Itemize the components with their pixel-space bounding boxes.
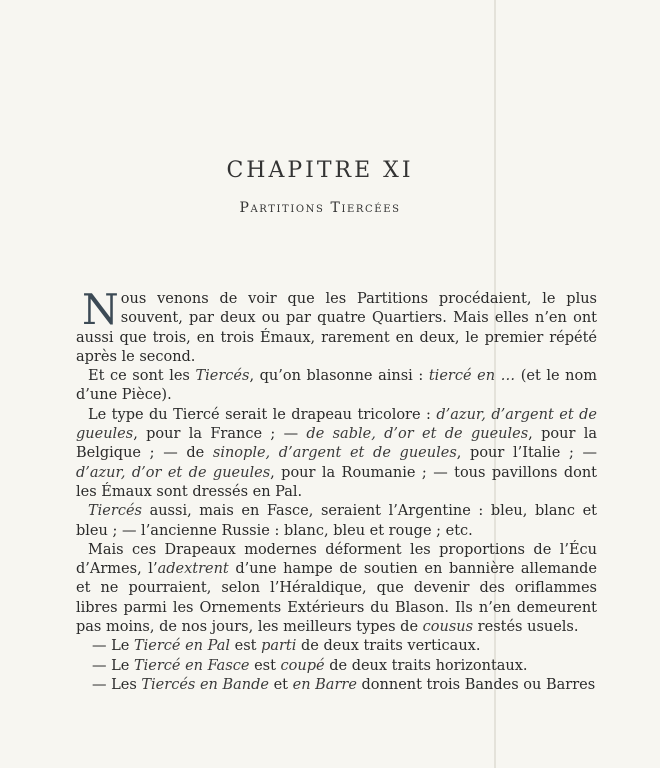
paragraph-fasce xyxy=(76,502,597,541)
text-run: , pour la France ; — xyxy=(133,426,307,443)
text-run: , pour la Roumanie ; — tous pavillons dont les Émaux sont dressés en Pal. xyxy=(76,464,597,500)
text-run: , qu’on blasonne ainsi : xyxy=(249,368,429,385)
italic-run: de sable, d’or et de gueules xyxy=(306,426,529,443)
italic-run: tiercé en … xyxy=(428,368,516,385)
italic-run: coupé xyxy=(280,657,325,674)
italic-run: parti xyxy=(261,638,297,655)
chapter-title: CHAPITRE XI xyxy=(226,158,414,183)
text-run: et xyxy=(268,676,293,693)
text-run: — Le xyxy=(92,638,134,655)
italic-run: en Barre xyxy=(292,676,357,693)
italic-run: d’azur, d’or et de gueules xyxy=(76,464,271,481)
text-run: , pour la Belgique ; — de xyxy=(76,426,597,462)
italic-run: sinople, d’argent et de gueules xyxy=(212,445,457,462)
text-run: donnent trois Bandes ou Barres xyxy=(356,676,596,693)
italic-run: d’azur, d’argent et de gueules xyxy=(76,406,598,443)
italic-run: Tiercés xyxy=(88,503,142,520)
italic-run: Tiercés xyxy=(195,368,250,385)
chapter-subtitle: Partitions Tiercées xyxy=(239,200,401,216)
text-run: Le type du Tiercé serait le drapeau tricolore : xyxy=(88,406,437,423)
paragraph-modernes xyxy=(76,541,597,637)
italic-run: Tiercés en Bande xyxy=(141,676,269,693)
text-run: est xyxy=(230,638,262,655)
list-item xyxy=(76,637,597,656)
text-run: aussi, mais en Fasce, seraient l’Argentine : bleu, blanc et bleu ; — l’ancienne Russie : blanc, bleu et rouge ; etc. xyxy=(76,503,597,539)
text-run: de deux traits horizontaux. xyxy=(324,657,528,674)
text-run: (et le nom d’une Pièce). xyxy=(76,368,598,404)
text-run: — Les xyxy=(92,676,142,693)
drop-cap: N xyxy=(82,285,119,334)
text-run: Et ce sont les xyxy=(88,368,196,385)
text-run: de deux traits verticaux. xyxy=(296,638,481,655)
text-run: Mais ces Drapeaux modernes déforment les proportions de l’Écu d’Armes, l’ xyxy=(76,541,597,578)
list-item xyxy=(76,657,597,676)
italic-run: cousus xyxy=(422,619,474,636)
text-run: , pour l’Italie ; — xyxy=(456,445,597,462)
italic-run: Tiercé en Pal xyxy=(133,638,230,655)
text-run: restés usuels. xyxy=(473,619,579,636)
list-item xyxy=(76,676,597,695)
paragraph-tierces xyxy=(76,367,597,406)
paragraph-text: ous venons de voir que les Partitions procédaient, le plus souvent, par deux ou par quatre Quartiers. Mais elles n’en ont aussi que trois, en trois Émaux, rarement en deux, le premier répété après le second. xyxy=(76,291,597,365)
italic-run: Tiercé en Fasce xyxy=(133,657,250,674)
text-run: est xyxy=(249,657,281,674)
paragraph-drapeau xyxy=(76,406,597,502)
paragraph-intro xyxy=(76,285,597,367)
italic-run: adextrent xyxy=(157,561,229,578)
body-text xyxy=(76,285,598,695)
text-run: — Le xyxy=(92,657,134,674)
text-run: d’une hampe de soutien en bannière allemande et ne pourraient, selon l’Héraldique, que devenir des oriflammes libres parmi les Ornements Extérieurs du Blason. Ils n’en demeurent pas moins, de nos jours, les meilleurs types de xyxy=(76,561,598,636)
